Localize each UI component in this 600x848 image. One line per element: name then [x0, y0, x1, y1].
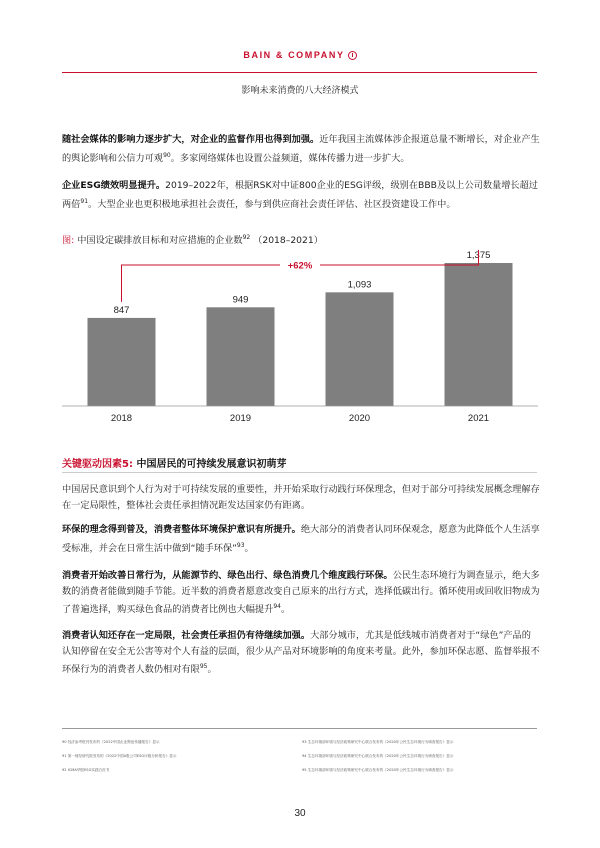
footnote-item: 95 生态环境部环境与经济政策研究中心联合发布的《2020年公民生态环境行为调查报告》显示 [302, 768, 454, 772]
footnote-ref: 94 [273, 603, 281, 610]
chart-title-footnote: 92 [242, 233, 251, 241]
section-title [62, 455, 286, 470]
paragraph-concept [62, 522, 540, 556]
paragraph-body-tail: 。多家网络媒体也设置公益频道，媒体传播力进一步扩大。 [170, 152, 410, 164]
footnote-item: 94 生态环境部环境与经济政策研究中心联合发布的《2020年公民生态环境行为调查报告》显示 [302, 754, 454, 758]
footnote-ref: 91 [80, 197, 89, 205]
paragraph-body-tail: 。大型企业也更积极地承担社会责任，参与到供应商社会责任评估、社区投资建设工作中。 [88, 198, 456, 210]
paragraph-body: 公民生态环境行为调查显示，绝大多数的消费者能做到随手节能。近半数的消费者愿意改变自己原来的出行方式，选择低碳出行。循环使用或回收旧物成为了普遍选择，购买绿色食品的消费者比例也大幅提升 [62, 570, 540, 616]
footnote-item: 90 经济参考报刊发布的《2022中国企业舆论传播报告》显示 [62, 740, 160, 744]
paragraph-lead: 消费者认知还存在一定局限，社会责任承担仍有待继续加强。 [62, 630, 311, 641]
paragraph-body: 绝大部分的消费者认同环保观念，愿意为此降低个人生活享受标准，并会在日常生活中做到“随手环保” [62, 524, 540, 554]
paragraph-body: 大部分城市，尤其是低线城市消费者对于“绿色”产品的认知停留在安全无公害等对个人有益的层面，很少从产品对环境影响的角度来考量。此外，参加环保志愿、监督举报不环保行为的消费者人数仍相对有限 [62, 630, 540, 676]
paragraph-behavior [62, 568, 540, 618]
footnote-ref: 95 [199, 663, 208, 670]
section-prefix: 关键驱动因素5: [62, 459, 133, 470]
footnote-item: 91 第一财经研究院发布的《2022中国A股公司ESG评级分析报告》显示 [62, 754, 177, 758]
chart-title-text: 中国设定碳排放目标和对应措施的企业数 [77, 235, 243, 246]
x-tick-2021: 2021 [467, 413, 490, 424]
paragraph-body: 中国居民意识到个人行为对于可持续发展的重要性，并开始采取行动践行环保理念，但对于部分可持续发展概念理解存在一定局限性，整体社会责任承担情况距发达国家仍有距离。 [62, 484, 540, 511]
section-heading: 中国居民的可持续发展意识初萌芽 [136, 459, 287, 470]
footnote-item: 93 生态环境部环境与经济政策研究中心联合发布的《2020年公民生态环境行为调查报告》显示 [302, 740, 454, 744]
page-subtitle: 影响未来消费的八大经济模式 [241, 86, 359, 96]
growth-annotation: +62% [287, 260, 313, 272]
chart-title [62, 232, 323, 246]
paragraph-body-tail: 。 [280, 604, 291, 616]
page-number: 30 [294, 808, 306, 819]
header-divider [62, 72, 537, 73]
footnote-divider [62, 728, 537, 729]
bar-2020 [326, 292, 394, 406]
paragraph-lead: 消费者开始改善日常行为，从能源节约、绿色出行、绿色消费几个维度践行环保。 [62, 570, 393, 581]
bar-chart [62, 250, 538, 440]
paragraph-esg [62, 178, 540, 212]
value-label-2021: 1,375 [466, 250, 491, 261]
footnote-item: 92 ICMA华股ESG实践白皮书 [62, 768, 110, 772]
paragraph-body-tail: 。 [244, 542, 254, 554]
chart-title-prefix: 图: [62, 235, 75, 246]
paragraph-lead: 环保的理念得到普及，消费者整体环境保护意识有所提升。 [62, 524, 301, 535]
brand-logo [0, 50, 600, 60]
x-tick-2019: 2019 [229, 413, 252, 424]
bar-2019 [207, 307, 275, 406]
footnote-ref: 90 [163, 151, 171, 159]
paragraph-lead: 企业ESG绩效明显提升。 [62, 180, 166, 191]
x-tick-2018: 2018 [110, 413, 133, 424]
paragraph-limitation [62, 628, 540, 678]
paragraph-lead: 随社会媒体的影响力逐步扩大，对企业的监督作用也得到加强。 [62, 134, 320, 145]
paragraph-body: 2019–2022年，根据RSK对中证800企业的ESG评级，级别在BBB及以上公司数量增长超过两倍 [62, 180, 538, 210]
value-label-2019: 949 [232, 294, 249, 306]
paragraph-body-tail: 。 [207, 664, 217, 676]
chart-title-range: （2018–2021） [253, 235, 323, 246]
brand-mark-icon [348, 51, 357, 60]
growth-arrow [122, 250, 479, 302]
bar-2018 [88, 318, 156, 406]
paragraph-body: 近年我国主流媒体涉企报道总量不断增长，对企业产生的舆论影响和公信力可观 [62, 134, 540, 164]
x-tick-2020: 2020 [348, 413, 371, 424]
value-label-2018: 847 [113, 304, 130, 316]
paragraph-media [62, 132, 540, 166]
section-divider [62, 472, 537, 473]
footnote-ref: 93 [236, 541, 245, 549]
brand-name: BAIN & COMPANY [243, 50, 345, 60]
bar-2021 [445, 263, 513, 406]
paragraph-awareness [62, 482, 540, 513]
value-label-2020: 1,093 [347, 279, 372, 291]
